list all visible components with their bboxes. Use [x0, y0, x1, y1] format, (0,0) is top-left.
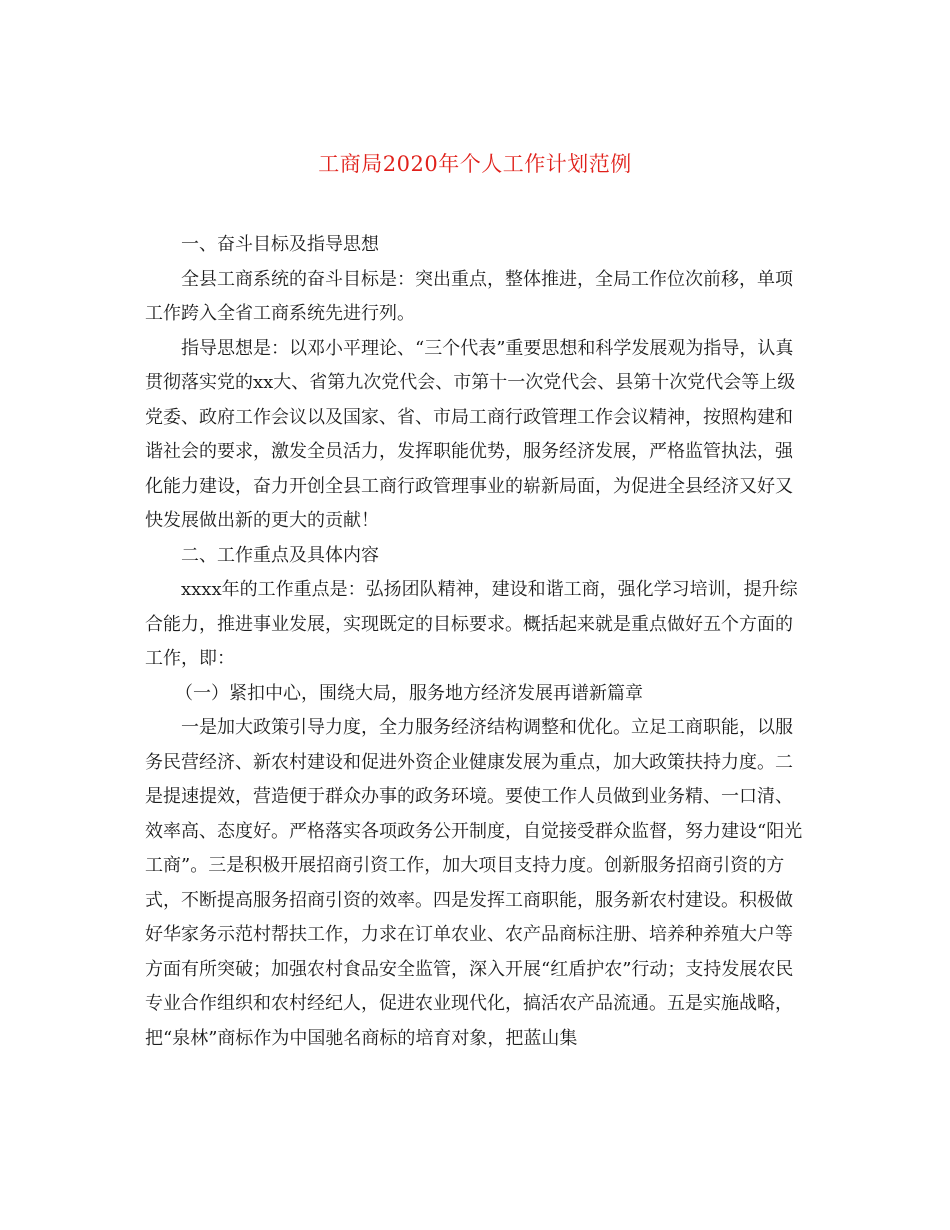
document-body [145, 228, 809, 1056]
paragraph-goal: 全县工商系统的奋斗目标是：突出重点，整体推进，全局工作位次前移，单项工作跨入全省工商系统先进行列。 [145, 268, 793, 324]
document-title: 工商局2020年个人工作计划范例 [318, 152, 632, 176]
section-heading-2: 二、工作重点及具体内容 [181, 544, 379, 566]
section-heading-1: 一、奋斗目标及指导思想 [181, 234, 379, 255]
paragraph-details: 一是加大政策引导力度，全力服务经济结构调整和优化。立足工商职能，以服务民营经济、新农村建设和促进外资企业健康发展为重点，加大政策扶持力度。二是提速提效，营造便于群众办事的政务环境。要使工作人员做到业务精、一口清、效率高、态度好。严格落实各项政务公开制度，自觉接受群众监督，努力建设“阳光工商”。三是积极开展招商引资工作，加大项目支持力度。创新服务招商引资的方式，不断提高服务招商引资的效率。四是发挥工商职能，服务新农村建设。积极做好华家务示范村帮扶工作，力求在订单农业、农产品商标注册、培养种养殖大户等方面有所突破；加强农村食品安全监管，深入开展“红盾护农”行动；支持发展农民专业合作组织和农村经纪人，促进农业现代化，搞活农产品流通。五是实施战略，把“泉林”商标作为中国驰名商标的培育对象，把蓝山集 [145, 717, 803, 1049]
paragraph-guiding-thought: 指导思想是：以邓小平理论、“三个代表”重要思想和科学发展观为指导，认真贯彻落实党的xx大、省第九次党代会、市第十一次党代会、县第十次党代会等上级党委、政府工作会议以及国家、省、市局工商行政管理工作会议精神，按照构建和谐社会的要求，激发全员活力，发挥职能优势，服务经济发展，严格监管执法，强化能力建设，奋力开创全县工商行政管理事业的崭新局面，为促进全县经济又好又快发展做出新的更大的贡献！ [145, 337, 796, 531]
paragraph-key-work: xxxx年的工作重点是：弘扬团队精神，建设和谐工商，强化学习培训，提升综合能力，推进事业发展，实现既定的目标要求。概括起来就是重点做好五个方面的工作，即： [145, 579, 798, 669]
subsection-heading-1: （一）紧扣中心，围绕大局，服务地方经济发展再谱新篇章 [175, 682, 643, 704]
